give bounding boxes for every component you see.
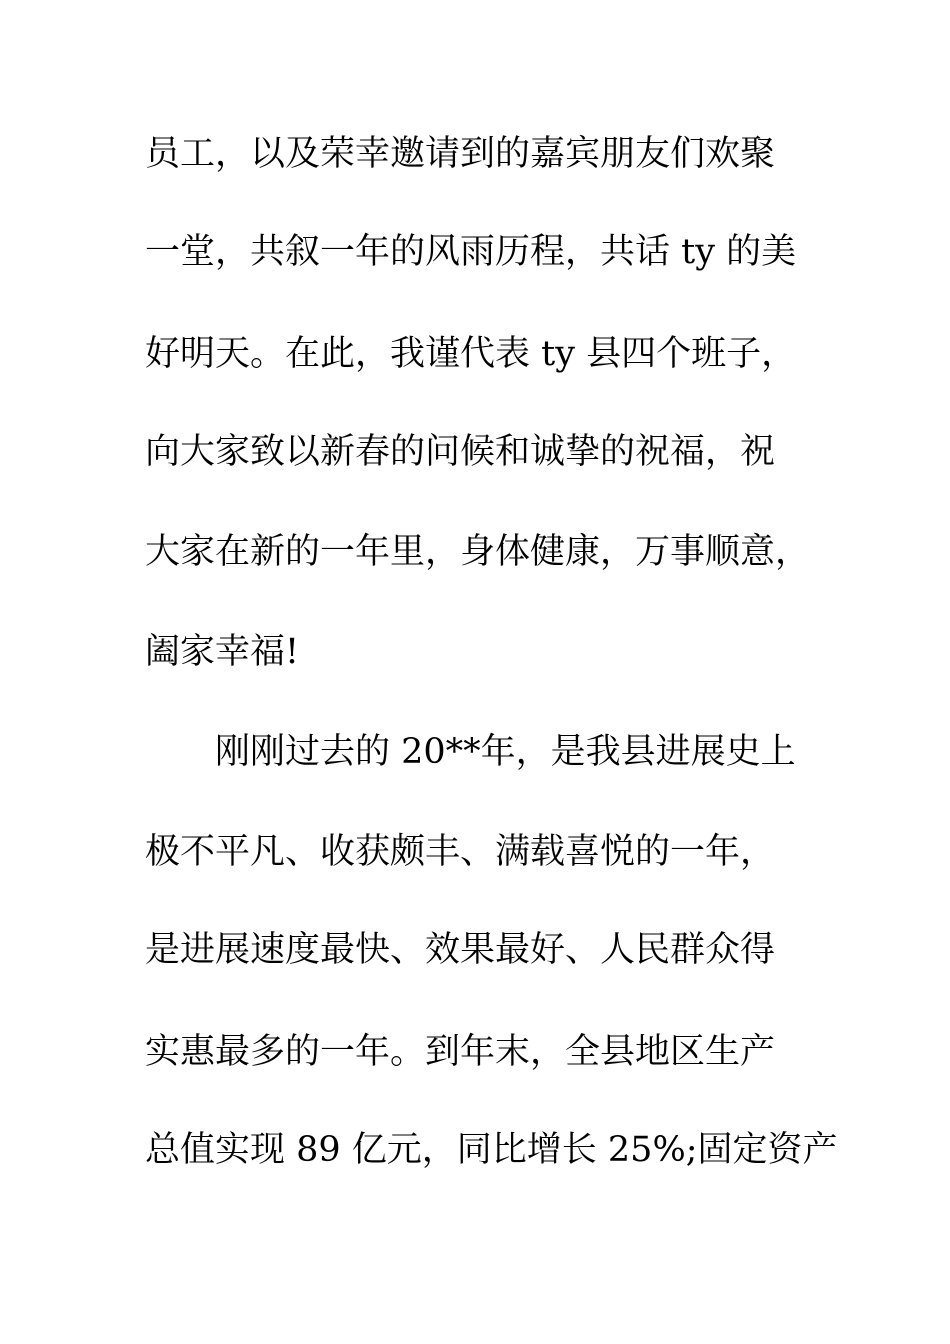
- text-line-3: 好明天。在此，我谨代表 ty 县四个班子，: [145, 334, 797, 374]
- text-line-10: 实惠最多的一年。到年末，全县地区生产: [145, 1032, 776, 1072]
- text-line-9: 是进展速度最快、效果最好、人民群众得: [145, 930, 776, 970]
- text-line-6: 阖家幸福!: [145, 632, 300, 672]
- text-line-1: 员工，以及荣幸邀请到的嘉宾朋友们欢聚: [145, 134, 776, 174]
- text-line-2: 一堂，共叙一年的风雨历程，共话 ty 的美: [145, 232, 797, 272]
- paragraph-start-line: 刚刚过去的 20**年，是我县进展史上: [215, 732, 796, 772]
- text-line-8: 极不平凡、收获颇丰、满载喜悦的一年，: [145, 832, 776, 872]
- text-line-5: 大家在新的一年里，身体健康，万事顺意，: [145, 532, 811, 572]
- text-line-11: 总值实现 89 亿元，同比增长 25%;固定资产: [145, 1130, 838, 1170]
- text-line-4: 向大家致以新春的问候和诚挚的祝福，祝: [145, 432, 776, 472]
